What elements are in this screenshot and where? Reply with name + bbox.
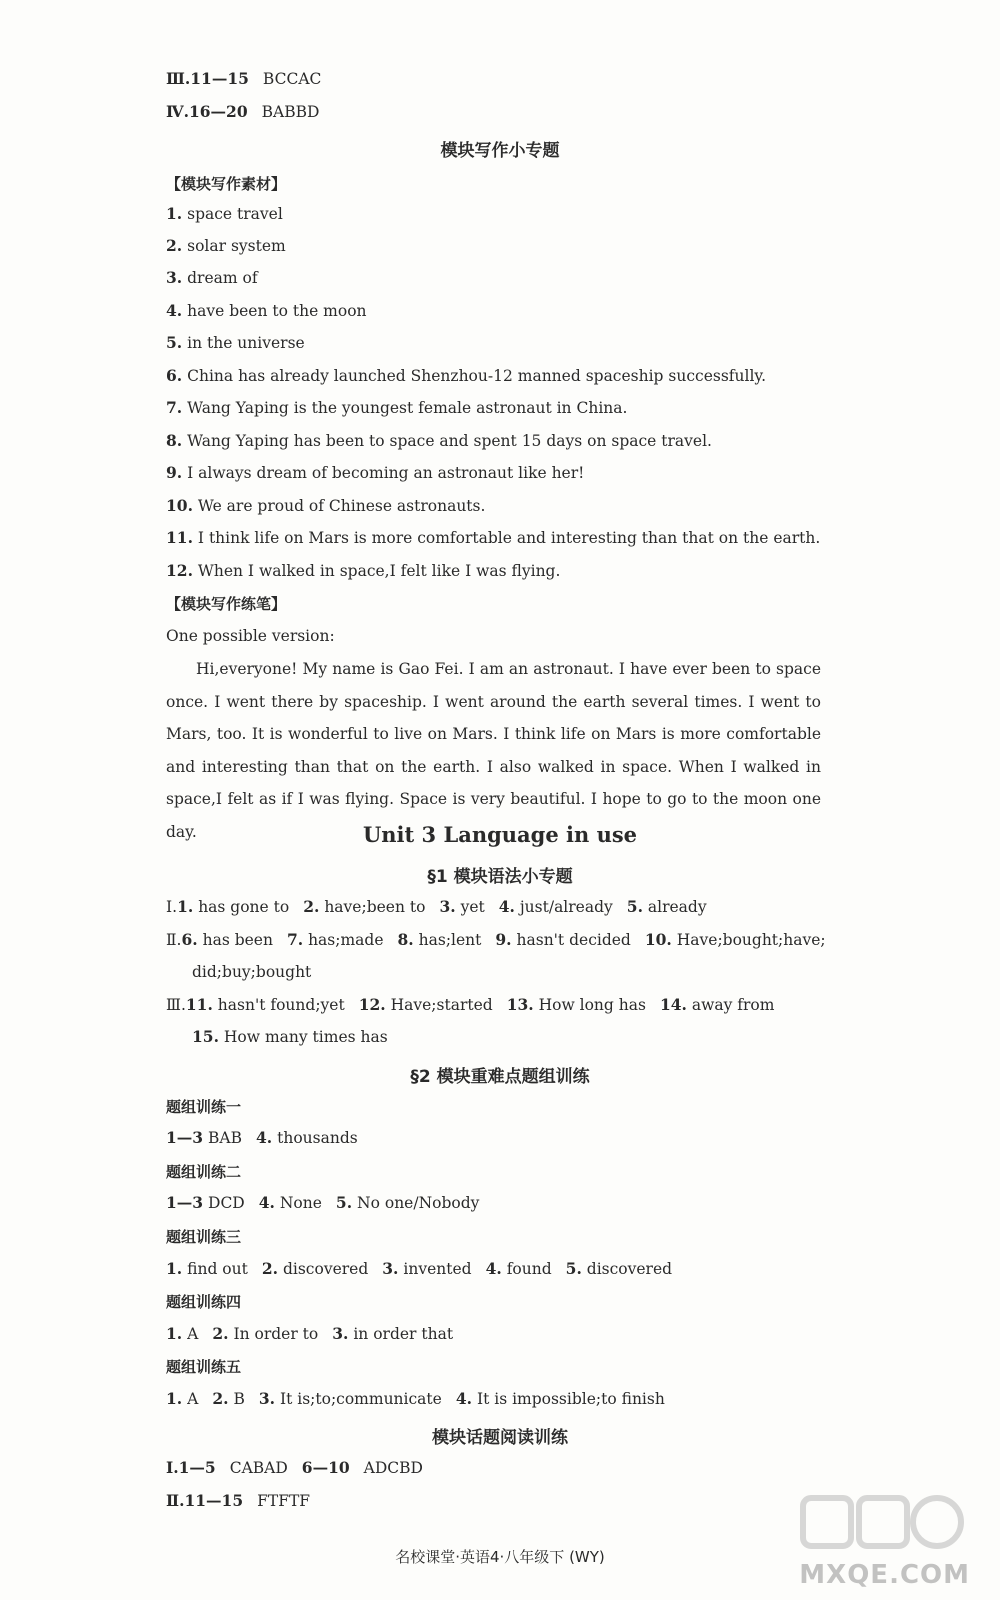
item-text: in order that (353, 1325, 454, 1343)
roman-number: Ⅰ. (166, 898, 178, 916)
group-answers (166, 1128, 358, 1148)
item-number: 5. (626, 897, 643, 916)
material-item (166, 463, 584, 483)
reading-section-title: 模块话题阅读训练 (432, 1428, 568, 1448)
item-number: 2. (261, 1259, 279, 1278)
group-label: 题组训练三 (166, 1228, 242, 1246)
item-text: How many times has (223, 1028, 388, 1046)
item-number: 4. (485, 1259, 502, 1278)
material-item (166, 528, 820, 548)
item-number: 7. (166, 398, 183, 417)
item-text: hasn't decided (516, 931, 631, 949)
item-text: already (647, 898, 707, 916)
item-number: 3. (382, 1259, 399, 1278)
version-label: One possible version: (166, 627, 335, 645)
item-text: invented (403, 1260, 472, 1278)
item-number: 2. (212, 1324, 229, 1343)
item-number: 8. (397, 930, 414, 949)
question-range: Ⅳ.16—20 (166, 102, 248, 121)
item-number: 9. (495, 930, 512, 949)
item-text: A (187, 1325, 199, 1343)
item-text: in the universe (187, 334, 305, 352)
question-range: Ⅰ.1—5 (166, 1458, 216, 1477)
reading-line-i (166, 1458, 423, 1478)
unit-title: Unit 3 Language in use (362, 822, 638, 847)
item-number: 14. (659, 995, 687, 1014)
item-text: thousands (277, 1129, 358, 1147)
item-text: solar system (187, 237, 286, 255)
item-text: DCD (208, 1194, 245, 1212)
item-text: Have;started (390, 996, 493, 1014)
item-number: 4. (166, 301, 183, 320)
item-number: 1. (166, 204, 183, 223)
question-range: Ⅱ.11—15 (166, 1491, 244, 1510)
item-number: 7. (286, 930, 304, 949)
material-item (166, 301, 367, 321)
roman-number: Ⅲ. (166, 996, 186, 1014)
item-text: It is;to;communicate (279, 1390, 442, 1408)
answer-text: BABBD (261, 103, 320, 121)
item-text: It is impossible;to finish (476, 1390, 665, 1408)
item-number: 1. (166, 1389, 183, 1408)
grammar-line-iii-cont (192, 1027, 388, 1047)
item-text: BAB (208, 1129, 242, 1147)
item-number: 1. (166, 1259, 183, 1278)
grammar-line-ii-cont: did;buy;bought (192, 963, 312, 981)
answer-text: CABAD (229, 1459, 288, 1477)
roman-number: Ⅱ. (166, 931, 182, 949)
item-text: How long has (538, 996, 646, 1014)
reading-line-ii (166, 1491, 310, 1511)
writing-material-label: 【模块写作素材】 (166, 175, 287, 193)
answer-line-iv (166, 102, 319, 122)
item-number: 4. (455, 1389, 473, 1408)
item-number: 3. (439, 897, 456, 916)
item-number: 3. (332, 1324, 349, 1343)
item-text: found (506, 1260, 552, 1278)
answer-text: FTFTF (257, 1492, 311, 1510)
item-text: hasn't found;yet (217, 996, 345, 1014)
material-item (166, 366, 766, 386)
grammar-line-i (166, 897, 707, 917)
item-number: 12. (358, 995, 386, 1014)
item-number: 1. (166, 1324, 183, 1343)
item-text: space travel (187, 205, 283, 223)
item-number: 1—3 (166, 1193, 204, 1212)
material-item (166, 431, 712, 451)
item-text: have;been to (324, 898, 426, 916)
item-number: 1—3 (166, 1128, 204, 1147)
item-text: has gone to (198, 898, 290, 916)
group-label: 题组训练四 (166, 1293, 242, 1311)
grammar-line-ii (166, 930, 826, 950)
grammar-line-iii (166, 995, 774, 1015)
group-label: 题组训练二 (166, 1163, 242, 1181)
item-text: Wang Yaping is the youngest female astronaut in China. (187, 399, 628, 417)
item-number: 9. (166, 463, 183, 482)
item-text: just/already (519, 898, 613, 916)
item-text: In order to (233, 1325, 319, 1343)
item-text: have been to the moon (187, 302, 367, 320)
group-answers (166, 1324, 453, 1344)
item-text: I think life on Mars is more comfortable and interesting than that on the earth. (197, 529, 821, 547)
question-range: 6—10 (301, 1458, 350, 1477)
item-number: 6. (181, 930, 198, 949)
item-text: yet (460, 898, 485, 916)
item-text: A (187, 1390, 199, 1408)
item-text: Wang Yaping has been to space and spent 15 days on space travel. (187, 432, 712, 450)
item-number: 2. (303, 897, 320, 916)
item-number: 2. (212, 1389, 229, 1408)
item-number: 1. (177, 897, 194, 916)
item-number: 11. (185, 995, 213, 1014)
answer-text: BCCAC (262, 70, 322, 88)
material-item (166, 268, 258, 288)
item-number: 5. (565, 1259, 582, 1278)
item-number: 11. (166, 528, 193, 547)
item-number: 6. (166, 366, 183, 385)
item-text: B (233, 1390, 245, 1408)
material-item (166, 496, 485, 516)
question-range: Ⅲ.11—15 (166, 69, 249, 88)
page-footer: 名校课堂·英语4·八年级下 (WY) (395, 1548, 605, 1566)
item-text: We are proud of Chinese astronauts. (197, 497, 486, 515)
material-item (166, 333, 305, 353)
group-label: 题组训练五 (166, 1358, 242, 1376)
item-number: 5. (335, 1193, 353, 1212)
item-number: 5. (166, 333, 183, 352)
item-text: None (279, 1194, 322, 1212)
item-text: find out (187, 1260, 248, 1278)
essay-text: Hi,everyone! My name is Gao Fei. I am an astronaut. I have ever been to space once. I went there by spaceship. I went around the earth several times. I went to Mars, too. It is wonderful to live on Mars. I think life on Mars is more comfortable and interesting than that on the earth. I also walked in space. When I walked in space,I felt as if I was flying. Space is very beautiful. I hope to go to the moon one day. (166, 660, 821, 841)
item-text: discovered (586, 1260, 673, 1278)
writing-section-title: 模块写作小专题 (440, 141, 560, 161)
item-text: I always dream of becoming an astronaut like her! (187, 464, 585, 482)
item-text: discovered (282, 1260, 369, 1278)
item-text: No one/Nobody (357, 1194, 480, 1212)
item-number: 4. (258, 1193, 275, 1212)
item-number: 15. (192, 1027, 219, 1046)
item-number: 4. (256, 1128, 273, 1147)
group-answers (166, 1193, 479, 1213)
answer-text: ADCBD (363, 1459, 423, 1477)
item-number: 10. (644, 930, 672, 949)
material-item (166, 398, 627, 418)
item-number: 3. (258, 1389, 276, 1408)
item-number: 10. (166, 496, 193, 515)
item-text: China has already launched Shenzhou-12 manned spaceship successfully. (187, 367, 767, 385)
item-text: away from (691, 996, 775, 1014)
group-answers (166, 1259, 672, 1279)
group-answers (166, 1389, 665, 1409)
section-2-title: §2 模块重难点题组训练 (410, 1067, 590, 1087)
material-item (166, 236, 286, 256)
material-item (166, 204, 283, 224)
writing-practice-label: 【模块写作练笔】 (166, 595, 287, 613)
item-text: Have;bought;have; (676, 931, 826, 949)
item-text: dream of (187, 269, 258, 287)
item-number: 2. (166, 236, 183, 255)
item-text: has;made (308, 931, 384, 949)
watermark-text: MXQE.COM (799, 1560, 970, 1590)
item-number: 3. (166, 268, 183, 287)
group-label: 题组训练一 (166, 1098, 242, 1116)
sample-essay (166, 653, 821, 849)
item-text: When I walked in space,I felt like I was flying. (197, 562, 561, 580)
item-text: has been (202, 931, 273, 949)
item-number: 8. (166, 431, 183, 450)
item-text: has;lent (418, 931, 482, 949)
item-number: 12. (166, 561, 193, 580)
item-number: 4. (498, 897, 515, 916)
answer-line-iii (166, 69, 321, 89)
item-number: 13. (506, 995, 534, 1014)
material-item (166, 561, 560, 581)
section-1-title: §1 模块语法小专题 (427, 867, 573, 887)
